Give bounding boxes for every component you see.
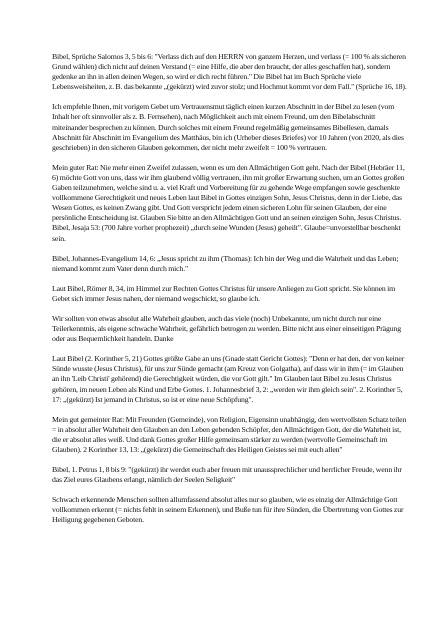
paragraph-2-corinthians-5-21: Laut Bibel (2. Korinther 5, 21) Gottes größte Gabe an uns (Gnade statt Gericht Gottes): "Denn er hat den, der von keiner Sünde wusste (Jesus Christus), für uns zur Sünde gemacht (am Kreuz von Golgatha), auf dass wir in ihm (= im Glauben an ihn 'Leib Christi' gehörend) die Gerechtigkeit würden, die vor Gott gilt." Im Glauben laut Bibel zu Jesus Christus gehören, im neuen Leben als Kind und Erbe Gottes. 1. Johannesbrief 3, 2: „werden wir ihm gleich sein". 2. Korinther 5, 17: „(gekürzt) Ist jemand in Christus, so ist er eine neue Schöpfung". [52, 354, 405, 404]
paragraph-romans-8-34: Laut Bibel, Römer 8, 34, im Himmel zur Rechten Gottes Christus für unsere Anliegen zu Gott spricht. Sie können im Gebet sich immer Jesus nahen, der niemand wegschickt, so glaube ich. [52, 283, 396, 303]
paragraph-truth: Wir sollten von etwas absolut alle Wahrheit glauben, auch das viele (noch) Unbekannte, um nicht durch nur eine Teilerkenntnis, als eigene schwache Wahrheit, gefährlich betrogen zu werden. Bitte nicht aus einer einseitigen Prägung oder aus Bequemlichkeit handeln. Danke [52, 313, 401, 344]
paragraph-fellowship-advice: Mein gut gemeinter Rat: Mit Freunden (Gemeinde), von Religion, Eigensinn unabhängig, den wertvollsten Schatz teilen = in absolut aller Wahrheit den Glauben an den Leben gebenden Schöpfer, den Allmächtigen Gott, der die Wahrheit ist, die er absolut alles weiß. Und dank Gottes großer Hilfe gemeinsam stärker zu werden (wertvolle Gemeinschaft im Glauben). 2 Korinther 13, 13: „(gekürzt) die Gemeinschaft des Heiligen Geistes sei mit euch allen" [52, 414, 407, 454]
paragraph-proverbs: Bibel, Sprüche Salomos 3, 5 bis 6: "Verlass dich auf den HERRN von ganzem Herzen, und verlass (= 100 % als sicheren Grund wählen) dich nicht auf deinen Verstand (= eine Hilfe, die aber den braucht, der alles geschaffen hat), sondern gedenke an ihn in allen deinen Wegen, so wird er dich recht führen." Die Bibel hat im Buch Sprüche viele Lebensweisheiten, z. B. das bekannte „(gekürzt) wird zuvor stolz; und Hochmut kommt vor dem Fall." (Sprüche 16, 18). [52, 52, 407, 92]
paragraph-good-advice: Mein guter Rat: Nie mehr einen Zweifel zulassen, wenn es um den Allmächtigen Gott geht. Nach der Bibel (Hebräer 11, 6) möchte Gott von uns, dass wir ihm glaubend völlig vertrauen, ihn mit großer Erwartung suchen, um an Gottes großen Gaben teilzunehmen, welche sind u. a. viel Kraft und Vorbereitung für zu gehende Wege empfangen sowie geschenkte vollkommene Gerechtigkeit und neues Leben laut Bibel in Gottes einzigen Sohn, Jesus Christus, denn in der Liebe, das Wesen Gottes, es keinen Zwang gibt. Und Gott verspricht jedem einen sicheren Lohn für seinen Glauben, der eine persönliche Entscheidung ist. Glauben Sie bitte an den Allmächtigen Gott und an seinen einzigen Sohn, Jesus Christus. Bibel, Jesaja 53: (700 Jahre vorher prophezeit) „durch seine Wunden (Jesus) geheilt". Glaube=unvorstellbar beschenkt sein. [52, 162, 405, 243]
paragraph-repentance: Schwach erkennende Menschen sollten allumfassend absolut alles nur so glauben, wie es einzig der Allmächtige Gott vollkommen erkennt (= nichts fehlt in seinem Erkennen), und Buße tun für ihre Sünden, die Übertretung von Gottes zur Heiligung gegebenen Geboten. [52, 495, 404, 525]
paragraph-john-14-6: Bibel, Johannes-Evangelium 14, 6: „Jesus spricht zu ihm (Thomas): Ich bin der Weg und die Wahrheit und das Leben; niemand kommt zum Vater denn durch mich." [52, 253, 399, 273]
paragraph-1-peter-1-8: Bibel, 1. Petrus 1, 8 bis 9: "(gekürzt) ihr werdet euch aber freuen mit unaussprechlicher und herrlicher Freude, wenn ihr das Ziel eures Glaubens erlangt, nämlich der Seelen Seligkeit" [52, 465, 402, 485]
paragraph-bible-reading-advice: Ich empfehle Ihnen, mit vorigem Gebet um Vertrauensmut täglich einen kurzen Abschnitt in der Bibel zu lesen (vom Inhalt her oft sinnvoller als z. B. Fernsehen), nach Möglichkeit auch mit einem Freund, um den Bibelabschnitt miteinander besprechen zu können. Durch solches mit einem Freund regelmäßig gemeinsames Bibellesen, damals Abschnitt für Abschnitt im Evangelium des Matthäus, bin ich (Urheber dieses Briefes) vor 10 Jahren (von 2020, als dies geschrieben) in den sicheren Glauben gekommen, der nicht mehr zweifelt = 100 % vertrauen. [52, 102, 404, 152]
